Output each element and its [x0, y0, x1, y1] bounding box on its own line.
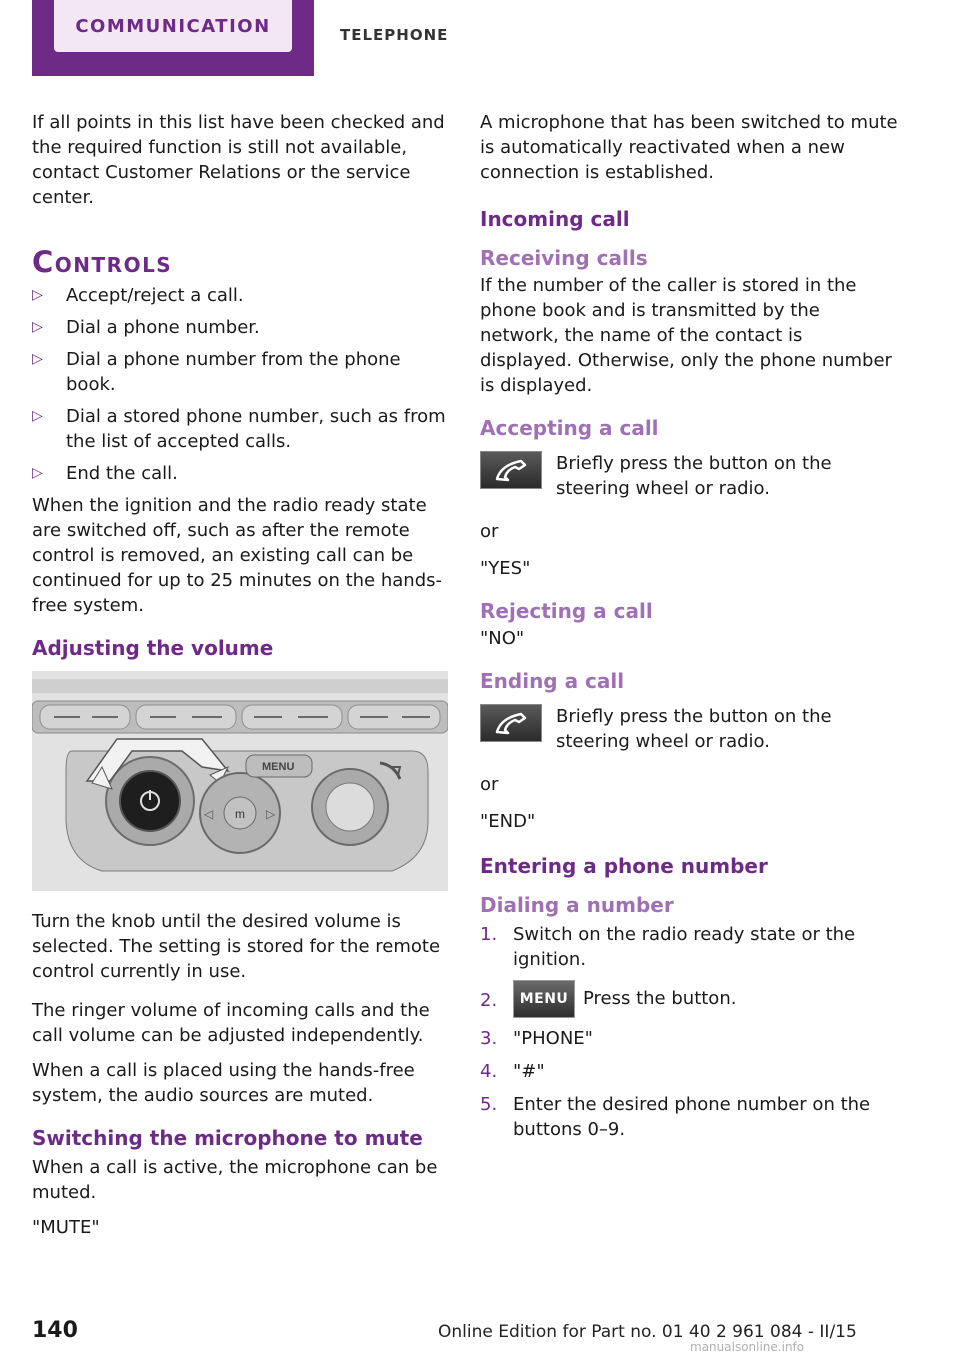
phone-handset-icon — [480, 704, 542, 742]
right-column — [480, 110, 900, 1150]
ending-row — [480, 704, 900, 754]
left-column — [32, 110, 452, 1257]
entering-heading: Entering a phone number — [480, 854, 768, 878]
end-command: "END" — [480, 811, 536, 832]
receiving-heading: Receiving calls — [480, 246, 648, 270]
menu-button-icon: MENU — [513, 980, 575, 1018]
list-item: 4. "#" — [480, 1061, 545, 1082]
handsfree-paragraph: When a call is placed using the hands-free system, the audio sources are muted. — [32, 1060, 415, 1106]
ignition-paragraph: When the ignition and the radio ready state are switched off, such as after the remote control is removed, an existing call can be continued for up to 25 minutes on the hands-free system. — [32, 495, 442, 616]
yes-command: "YES" — [480, 558, 531, 579]
page-number: 140 — [32, 1318, 78, 1343]
phone-handset-icon — [480, 451, 542, 489]
volume-heading: Adjusting the volume — [32, 636, 274, 660]
triangle-right-icon: ▷ — [32, 351, 43, 367]
list-item: ▷ Dial a stored phone number, such as from the list of accepted calls. — [32, 406, 446, 452]
list-item: ▷ Dial a phone number. — [32, 317, 260, 338]
ending-paragraph: Briefly press the button on the steering wheel or radio. — [556, 706, 832, 752]
mute-heading: Switching the microphone to mute — [32, 1126, 423, 1150]
ending-heading: Ending a call — [480, 669, 625, 693]
list-item: 5. Enter the desired phone number on the buttons 0–9. — [480, 1094, 871, 1140]
svg-text:◁: ◁ — [204, 807, 214, 821]
no-command: "NO" — [480, 628, 525, 649]
list-item: 1. Switch on the radio ready state or the ignition. — [480, 924, 856, 970]
dialing-steps — [480, 922, 900, 1142]
rejecting-heading: Rejecting a call — [480, 599, 653, 623]
illustration-m-label: m — [235, 807, 245, 821]
illustration-menu-label: MENU — [262, 761, 295, 773]
list-item: ▷ End the call. — [32, 463, 178, 484]
knob-paragraph: Turn the knob until the desired volume is selected. The setting is stored for the remote control currently in use. — [32, 911, 441, 982]
edition-footer: Online Edition for Part no. 01 40 2 961 084 - II/15 — [438, 1322, 857, 1342]
mute-command: "MUTE" — [32, 1217, 100, 1238]
triangle-right-icon: ▷ — [32, 287, 43, 303]
triangle-right-icon: ▷ — [32, 319, 43, 335]
accepting-row — [480, 451, 900, 501]
mute-paragraph: When a call is active, the microphone can be muted. — [32, 1157, 438, 1203]
list-item: 2. MENU Press the button. — [480, 980, 900, 1018]
controls-list — [32, 283, 452, 486]
ringer-paragraph: The ringer volume of incoming calls and the call volume can be adjusted independently. — [32, 1000, 430, 1046]
list-item: ▷ Accept/reject a call. — [32, 285, 244, 306]
tab-telephone: TELEPHONE — [340, 26, 449, 44]
mic-paragraph: A microphone that has been switched to mute is automatically reactivated when a new connection is established. — [480, 112, 898, 183]
or-text-1: or — [480, 521, 499, 542]
accepting-heading: Accepting a call — [480, 416, 659, 440]
radio-control-illustration — [32, 671, 448, 891]
incoming-heading: Incoming call — [480, 207, 630, 231]
controls-heading: Controls — [32, 245, 173, 279]
or-text-2: or — [480, 774, 499, 795]
triangle-right-icon: ▷ — [32, 465, 43, 481]
svg-text:▷: ▷ — [266, 807, 276, 821]
triangle-right-icon: ▷ — [32, 408, 43, 424]
tab-communication — [32, 0, 314, 76]
receiving-paragraph: If the number of the caller is stored in the phone book and is transmitted by the network, the name of the contact is displayed. Otherwise, only the phone number is displayed. — [480, 275, 892, 396]
list-item: 3. "PHONE" — [480, 1028, 593, 1049]
list-item: ▷ Dial a phone number from the phone book. — [32, 349, 401, 395]
tab-communication-label: COMMUNICATION — [75, 15, 271, 37]
accepting-paragraph: Briefly press the button on the steering wheel or radio. — [556, 453, 832, 499]
intro-paragraph: If all points in this list have been checked and the required function is still not available, contact Customer Relations or the service center. — [32, 112, 445, 208]
dialing-heading: Dialing a number — [480, 893, 674, 917]
watermark: manualsonline.info — [690, 1340, 805, 1354]
